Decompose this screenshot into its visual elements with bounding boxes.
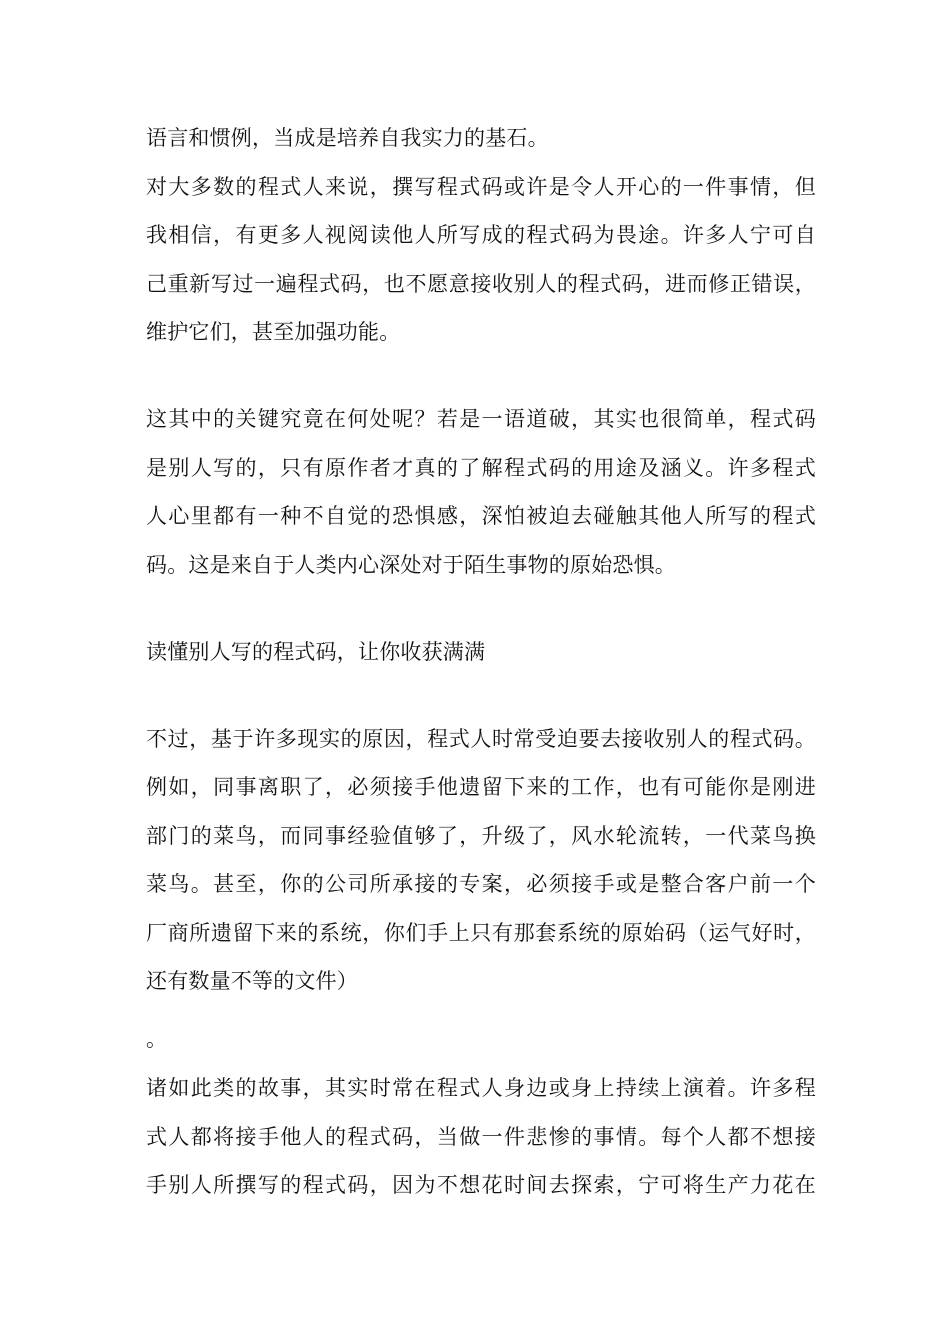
- text-line: 维护它们，甚至加强功能。: [146, 320, 401, 344]
- text-line: 还有数量不等的文件）: [146, 969, 358, 993]
- text-line: 是别人写的，只有原作者才真的了解程式码的用途及涵义。许多程式: [146, 456, 816, 480]
- section-heading: 读懂别人写的程式码，让你收获满满: [146, 640, 486, 664]
- text-line: 己重新写过一遍程式码，也不愿意接收别人的程式码，进而修正错误，: [146, 272, 816, 296]
- text-line: 例如，同事离职了，必须接手他遗留下来的工作，也有可能你是刚进: [146, 775, 816, 799]
- text-line: 部门的菜鸟，而同事经验值够了，升级了，风水轮流转，一代菜鸟换: [146, 824, 816, 848]
- text-line: 不过，基于许多现实的原因，程式人时常受迫要去接收别人的程式码。: [146, 727, 816, 751]
- text-line: 码。这是来自于人类内心深处对于陌生事物的原始恐惧。: [146, 553, 676, 577]
- text-line: 式人都将接手他人的程式码，当做一件悲惨的事情。每个人都不想接: [146, 1125, 816, 1149]
- text-line: 这其中的关键究竟在何处呢？若是一语道破，其实也很简单，程式码: [146, 407, 816, 431]
- text-line: 手别人所撰写的程式码，因为不想花时间去探索，宁可将生产力花在: [146, 1173, 816, 1197]
- text-line: 人心里都有一种不自觉的恐惧感，深怕被迫去碰触其他人所写的程式: [146, 504, 816, 528]
- text-line: 语言和惯例，当成是培养自我实力的基石。: [146, 126, 549, 150]
- text-line: 菜鸟。甚至，你的公司所承接的专案，必须接手或是整合客户前一个: [146, 872, 816, 896]
- text-line: 。: [146, 1027, 168, 1051]
- text-line: 厂商所遗留下来的系统，你们手上只有那套系统的原始码（运气好时，: [146, 921, 816, 945]
- text-line: 对大多数的程式人来说，撰写程式码或许是令人开心的一件事情，但: [146, 175, 816, 199]
- text-line: 我相信，有更多人视阅读他人所写成的程式码为畏途。许多人宁可自: [146, 223, 816, 247]
- text-line: 诸如此类的故事，其实时常在程式人身边或身上持续上演着。许多程: [146, 1076, 816, 1100]
